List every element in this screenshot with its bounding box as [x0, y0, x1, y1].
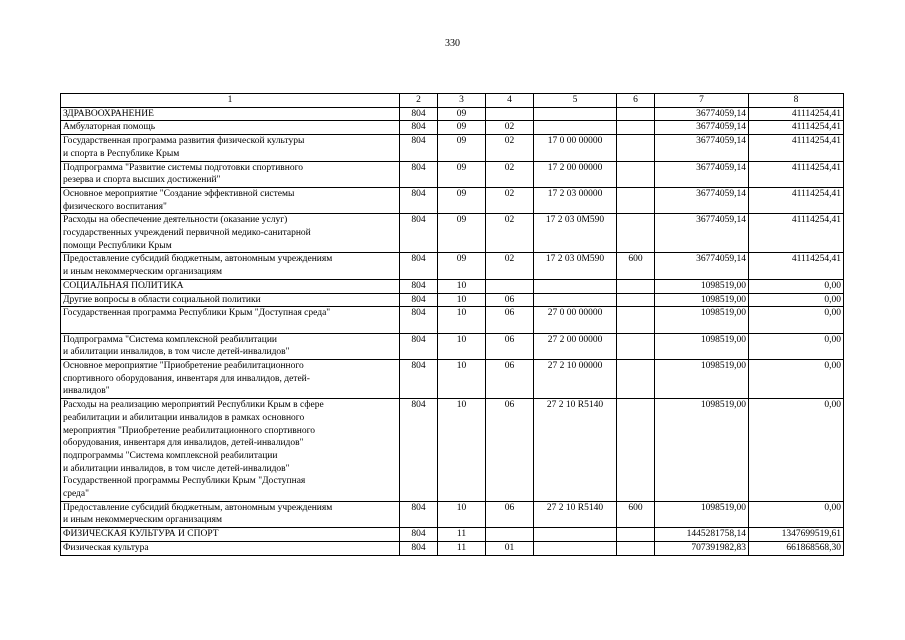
table-row: [61, 501, 844, 527]
amount-year2-cell: [749, 253, 844, 279]
table-row: [61, 135, 844, 161]
section-code-text: 10: [456, 308, 467, 319]
subsection-code-cell: [486, 501, 534, 527]
ministry-code-cell: [400, 501, 438, 527]
amount-year1-cell: [655, 399, 749, 502]
ministry-code-text: 804: [411, 122, 426, 133]
ministry-code-cell: [400, 187, 438, 213]
amount-year1-cell: [655, 214, 749, 253]
section-code-cell: [438, 279, 486, 293]
ministry-code-text: 804: [411, 400, 426, 411]
section-code-cell: [438, 121, 486, 135]
amount-year1-cell: [655, 135, 749, 161]
amount-year1-text: 36774059,14: [696, 215, 746, 226]
table-row: [61, 187, 844, 213]
row-name-text: СОЦИАЛЬНАЯ ПОЛИТИКА: [63, 280, 184, 291]
amount-year2-cell: [749, 399, 844, 502]
subsection-code-text: 06: [504, 502, 515, 513]
ministry-code-cell: [400, 399, 438, 502]
header-cell: 1: [61, 94, 400, 108]
subsection-code-text: 02: [504, 215, 515, 226]
row-name-text: Подпрограмма "Система комплексной реабилитации и абилитации инвалидов, в том числе детей-инвалидов": [63, 334, 290, 358]
budget-table: [60, 93, 844, 556]
section-code-cell: [438, 333, 486, 359]
table-row: [61, 121, 844, 135]
target-article-text: 27 0 00 00000: [547, 308, 603, 319]
expense-type-cell: [617, 501, 655, 527]
subsection-code-text: 06: [504, 400, 515, 411]
subsection-code-text: 02: [504, 162, 515, 173]
amount-year1-text: 1098519,00: [700, 361, 746, 372]
amount-year2-text: 41114254,41: [791, 188, 841, 199]
header-cell: 7: [655, 94, 749, 108]
amount-year2-cell: [749, 360, 844, 399]
target-article-cell: [534, 214, 617, 253]
ministry-code-cell: [400, 360, 438, 399]
table-row: [61, 279, 844, 293]
expense-type-cell: [617, 528, 655, 542]
subsection-code-text: 06: [504, 334, 515, 345]
target-article-cell: [534, 161, 617, 187]
subsection-code-text: 06: [504, 294, 515, 305]
row-name-cell: [61, 279, 400, 293]
amount-year1-text: 36774059,14: [696, 108, 746, 119]
row-name-text: Физическая культура: [63, 542, 149, 553]
target-article-text: 17 2 03 0М590: [545, 254, 605, 265]
expense-type-cell: [617, 161, 655, 187]
ministry-code-text: 804: [411, 215, 426, 226]
row-name-cell: [61, 528, 400, 542]
ministry-code-cell: [400, 541, 438, 555]
section-code-text: 09: [456, 254, 467, 265]
amount-year2-text: 0,00: [824, 294, 841, 305]
target-article-text: 17 2 03 0М590: [545, 215, 605, 226]
row-name-cell: [61, 307, 400, 333]
expense-type-cell: [617, 541, 655, 555]
section-code-cell: [438, 360, 486, 399]
ministry-code-text: 804: [411, 361, 426, 372]
amount-year1-cell: [655, 107, 749, 121]
row-name-text: Предоставление субсидий бюджетным, автономным учреждениям и иным некоммерческим организациям: [63, 502, 333, 526]
section-code-cell: [438, 399, 486, 502]
amount-year1-cell: [655, 333, 749, 359]
row-name-cell: [61, 107, 400, 121]
subsection-code-text: 02: [504, 122, 515, 133]
subsection-code-text: 06: [504, 308, 515, 319]
amount-year1-text: 36774059,14: [696, 136, 746, 147]
ministry-code-text: 804: [411, 294, 426, 305]
section-code-text: 09: [456, 136, 467, 147]
amount-year1-cell: [655, 501, 749, 527]
row-name-cell: [61, 293, 400, 307]
subsection-code-cell: [486, 121, 534, 135]
row-name-text: Амбулаторная помощь: [63, 122, 156, 133]
amount-year2-text: 0,00: [824, 400, 841, 411]
subsection-code-cell: [486, 253, 534, 279]
expense-type-cell: [617, 214, 655, 253]
section-code-text: 10: [456, 280, 467, 291]
ministry-code-text: 804: [411, 254, 426, 265]
amount-year2-cell: [749, 307, 844, 333]
amount-year2-text: 0,00: [824, 280, 841, 291]
ministry-code-cell: [400, 107, 438, 121]
target-article-cell: [534, 121, 617, 135]
table-row: [61, 253, 844, 279]
amount-year2-cell: [749, 501, 844, 527]
row-name-cell: [61, 333, 400, 359]
amount-year1-cell: [655, 187, 749, 213]
section-code-text: 09: [456, 122, 467, 133]
row-name-text: ЗДРАВООХРАНЕНИЕ: [63, 108, 154, 119]
ministry-code-text: 804: [411, 108, 426, 119]
row-name-cell: [61, 399, 400, 502]
row-name-cell: [61, 541, 400, 555]
amount-year2-text: 0,00: [824, 334, 841, 345]
ministry-code-cell: [400, 214, 438, 253]
ministry-code-cell: [400, 333, 438, 359]
ministry-code-text: 804: [411, 136, 426, 147]
section-code-text: 10: [456, 361, 467, 372]
ministry-code-cell: [400, 293, 438, 307]
table-row: [61, 333, 844, 359]
row-name-text: Государственная программа развития физической культуры и спорта в Республике Крым: [63, 136, 305, 159]
section-code-text: 11: [456, 529, 467, 540]
amount-year1-cell: [655, 307, 749, 333]
amount-year2-cell: [749, 135, 844, 161]
ministry-code-cell: [400, 161, 438, 187]
section-code-text: 09: [456, 108, 467, 119]
row-name-text: Основное мероприятие "Создание эффективной системы физического воспитания": [63, 188, 295, 212]
ministry-code-text: 804: [411, 542, 426, 553]
amount-year2-text: 0,00: [824, 308, 841, 319]
amount-year2-text: 41114254,41: [791, 136, 841, 147]
amount-year1-cell: [655, 528, 749, 542]
amount-year1-text: 36774059,14: [696, 188, 746, 199]
section-code-text: 09: [456, 215, 467, 226]
amount-year1-text: 36774059,14: [696, 122, 746, 133]
expense-type-cell: [617, 135, 655, 161]
amount-year2-text: 661868568,30: [786, 542, 841, 553]
subsection-code-text: 01: [504, 542, 515, 553]
target-article-text: 17 2 03 00000: [547, 188, 603, 199]
target-article-cell: [534, 135, 617, 161]
amount-year2-text: 41114254,41: [791, 162, 841, 173]
section-code-cell: [438, 135, 486, 161]
amount-year2-cell: [749, 107, 844, 121]
row-name-text: ФИЗИЧЕСКАЯ КУЛЬТУРА И СПОРТ: [63, 529, 219, 540]
table-row: [61, 214, 844, 253]
amount-year1-cell: [655, 279, 749, 293]
amount-year1-text: 1098519,00: [700, 334, 746, 345]
table-row: [61, 293, 844, 307]
section-code-cell: [438, 253, 486, 279]
target-article-cell: [534, 187, 617, 213]
amount-year1-cell: [655, 541, 749, 555]
target-article-text: 17 0 00 00000: [547, 136, 603, 147]
row-name-cell: [61, 214, 400, 253]
expense-type-cell: [617, 107, 655, 121]
row-name-cell: [61, 360, 400, 399]
ministry-code-cell: [400, 135, 438, 161]
expense-type-text: 600: [628, 254, 643, 265]
header-row: [61, 94, 844, 108]
row-name-text: Подпрограмма "Развитие системы подготовки спортивного резерва и спорта высших достижений": [63, 162, 304, 186]
expense-type-cell: [617, 333, 655, 359]
row-name-text: Государственная программа Республики Крым "Доступная среда": [63, 308, 331, 319]
section-code-text: 10: [456, 294, 467, 305]
subsection-code-text: 02: [504, 136, 515, 147]
subsection-code-cell: [486, 161, 534, 187]
amount-year1-text: 1098519,00: [700, 280, 746, 291]
table-row: [61, 399, 844, 502]
subsection-code-cell: [486, 293, 534, 307]
section-code-text: 09: [456, 188, 467, 199]
header-cell: 8: [749, 94, 844, 108]
expense-type-cell: [617, 307, 655, 333]
amount-year2-cell: [749, 293, 844, 307]
page-number: 330: [445, 38, 460, 49]
subsection-code-cell: [486, 214, 534, 253]
subsection-code-text: 02: [504, 188, 515, 199]
amount-year1-text: 1098519,00: [700, 308, 746, 319]
target-article-text: 27 2 10 R5140: [546, 502, 604, 513]
amount-year1-text: 1098519,00: [700, 502, 746, 513]
section-code-text: 10: [456, 400, 467, 411]
ministry-code-cell: [400, 528, 438, 542]
section-code-text: 10: [456, 502, 467, 513]
amount-year1-cell: [655, 121, 749, 135]
target-article-text: 17 2 00 00000: [547, 162, 603, 173]
subsection-code-text: 06: [504, 361, 515, 372]
row-name-text: Расходы на обеспечение деятельности (оказание услуг) государственных учреждений первичной медико-санитарной помощи Республики Крым: [63, 215, 311, 251]
target-article-cell: [534, 501, 617, 527]
target-article-cell: [534, 253, 617, 279]
target-article-cell: [534, 360, 617, 399]
expense-type-text: 600: [628, 502, 643, 513]
section-code-cell: [438, 501, 486, 527]
section-code-text: 09: [456, 162, 467, 173]
row-name-cell: [61, 121, 400, 135]
table-row: [61, 360, 844, 399]
section-code-text: 10: [456, 334, 467, 345]
amount-year2-cell: [749, 541, 844, 555]
header-cell: 6: [617, 94, 655, 108]
section-code-cell: [438, 161, 486, 187]
row-name-text: Основное мероприятие "Приобретение реабилитационного спортивного оборудования, инвентаря для инвалидов, детей- инвалидов": [63, 361, 310, 397]
ministry-code-cell: [400, 253, 438, 279]
section-code-cell: [438, 541, 486, 555]
subsection-code-cell: [486, 279, 534, 293]
expense-type-cell: [617, 293, 655, 307]
amount-year2-text: 1347699519,61: [781, 529, 841, 540]
ministry-code-text: 804: [411, 188, 426, 199]
amount-year1-text: 1098519,00: [700, 400, 746, 411]
amount-year2-cell: [749, 187, 844, 213]
ministry-code-text: 804: [411, 334, 426, 345]
amount-year2-text: 41114254,41: [791, 215, 841, 226]
target-article-cell: [534, 107, 617, 121]
subsection-code-cell: [486, 541, 534, 555]
subsection-code-cell: [486, 135, 534, 161]
amount-year2-text: 0,00: [824, 361, 841, 372]
ministry-code-text: 804: [411, 529, 426, 540]
row-name-cell: [61, 161, 400, 187]
amount-year1-text: 36774059,14: [696, 254, 746, 265]
table-row: [61, 307, 844, 333]
amount-year1-cell: [655, 161, 749, 187]
amount-year1-text: 707391982,83: [691, 542, 746, 553]
subsection-code-cell: [486, 528, 534, 542]
subsection-code-cell: [486, 360, 534, 399]
amount-year1-text: 36774059,14: [696, 162, 746, 173]
amount-year2-text: 41114254,41: [791, 122, 841, 133]
target-article-cell: [534, 293, 617, 307]
ministry-code-text: 804: [411, 280, 426, 291]
row-name-cell: [61, 187, 400, 213]
amount-year2-cell: [749, 333, 844, 359]
row-name-text: Другие вопросы в области социальной политики: [63, 294, 261, 305]
expense-type-cell: [617, 253, 655, 279]
row-name-text: Расходы на реализацию мероприятий Республики Крым в сфере реабилитации и абилитации инвалидов в рамках основного мероприятия "Приобретение реабилитационного спортивного оборудования, инвентаря для инвалидов, детей-инвалидов" подпрограммы "Система комплексной реабилитации и абилитации инвалидов, в том числе детей-инвалидов" Государственной программы Республики Крым "Доступная среда": [63, 400, 324, 500]
table-row: [61, 161, 844, 187]
section-code-cell: [438, 293, 486, 307]
subsection-code-cell: [486, 333, 534, 359]
section-code-cell: [438, 107, 486, 121]
table-row: [61, 541, 844, 555]
subsection-code-text: 02: [504, 254, 515, 265]
subsection-code-cell: [486, 107, 534, 121]
amount-year2-text: 41114254,41: [791, 108, 841, 119]
expense-type-cell: [617, 360, 655, 399]
table-row: [61, 528, 844, 542]
amount-year2-cell: [749, 214, 844, 253]
target-article-text: 27 2 00 00000: [547, 334, 603, 345]
target-article-cell: [534, 279, 617, 293]
expense-type-cell: [617, 399, 655, 502]
ministry-code-cell: [400, 279, 438, 293]
section-code-cell: [438, 307, 486, 333]
amount-year2-text: 0,00: [824, 502, 841, 513]
amount-year2-cell: [749, 121, 844, 135]
row-name-cell: [61, 135, 400, 161]
header-cell: 5: [534, 94, 617, 108]
header-cell: 2: [400, 94, 438, 108]
subsection-code-cell: [486, 307, 534, 333]
amount-year1-cell: [655, 293, 749, 307]
expense-type-cell: [617, 121, 655, 135]
amount-year2-text: 41114254,41: [791, 254, 841, 265]
header-cell: 3: [438, 94, 486, 108]
row-name-cell: [61, 501, 400, 527]
ministry-code-text: 804: [411, 308, 426, 319]
target-article-text: 27 2 10 00000: [547, 361, 603, 372]
amount-year2-cell: [749, 161, 844, 187]
expense-type-cell: [617, 279, 655, 293]
subsection-code-cell: [486, 399, 534, 502]
target-article-text: 27 2 10 R5140: [546, 400, 604, 411]
target-article-cell: [534, 528, 617, 542]
amount-year2-cell: [749, 279, 844, 293]
expense-type-cell: [617, 187, 655, 213]
target-article-cell: [534, 541, 617, 555]
amount-year1-text: 1098519,00: [700, 294, 746, 305]
header-cell: 4: [486, 94, 534, 108]
amount-year1-cell: [655, 360, 749, 399]
ministry-code-text: 804: [411, 162, 426, 173]
section-code-cell: [438, 187, 486, 213]
row-name-cell: [61, 253, 400, 279]
section-code-text: 11: [456, 542, 467, 553]
ministry-code-cell: [400, 307, 438, 333]
target-article-cell: [534, 307, 617, 333]
amount-year1-cell: [655, 253, 749, 279]
table-row: [61, 107, 844, 121]
subsection-code-cell: [486, 187, 534, 213]
section-code-cell: [438, 214, 486, 253]
row-name-text: Предоставление субсидий бюджетным, автономным учреждениям и иным некоммерческим организациям: [63, 254, 333, 278]
amount-year2-cell: [749, 528, 844, 542]
target-article-cell: [534, 399, 617, 502]
amount-year1-text: 1445281758,14: [686, 529, 746, 540]
section-code-cell: [438, 528, 486, 542]
ministry-code-text: 804: [411, 502, 426, 513]
target-article-cell: [534, 333, 617, 359]
ministry-code-cell: [400, 121, 438, 135]
